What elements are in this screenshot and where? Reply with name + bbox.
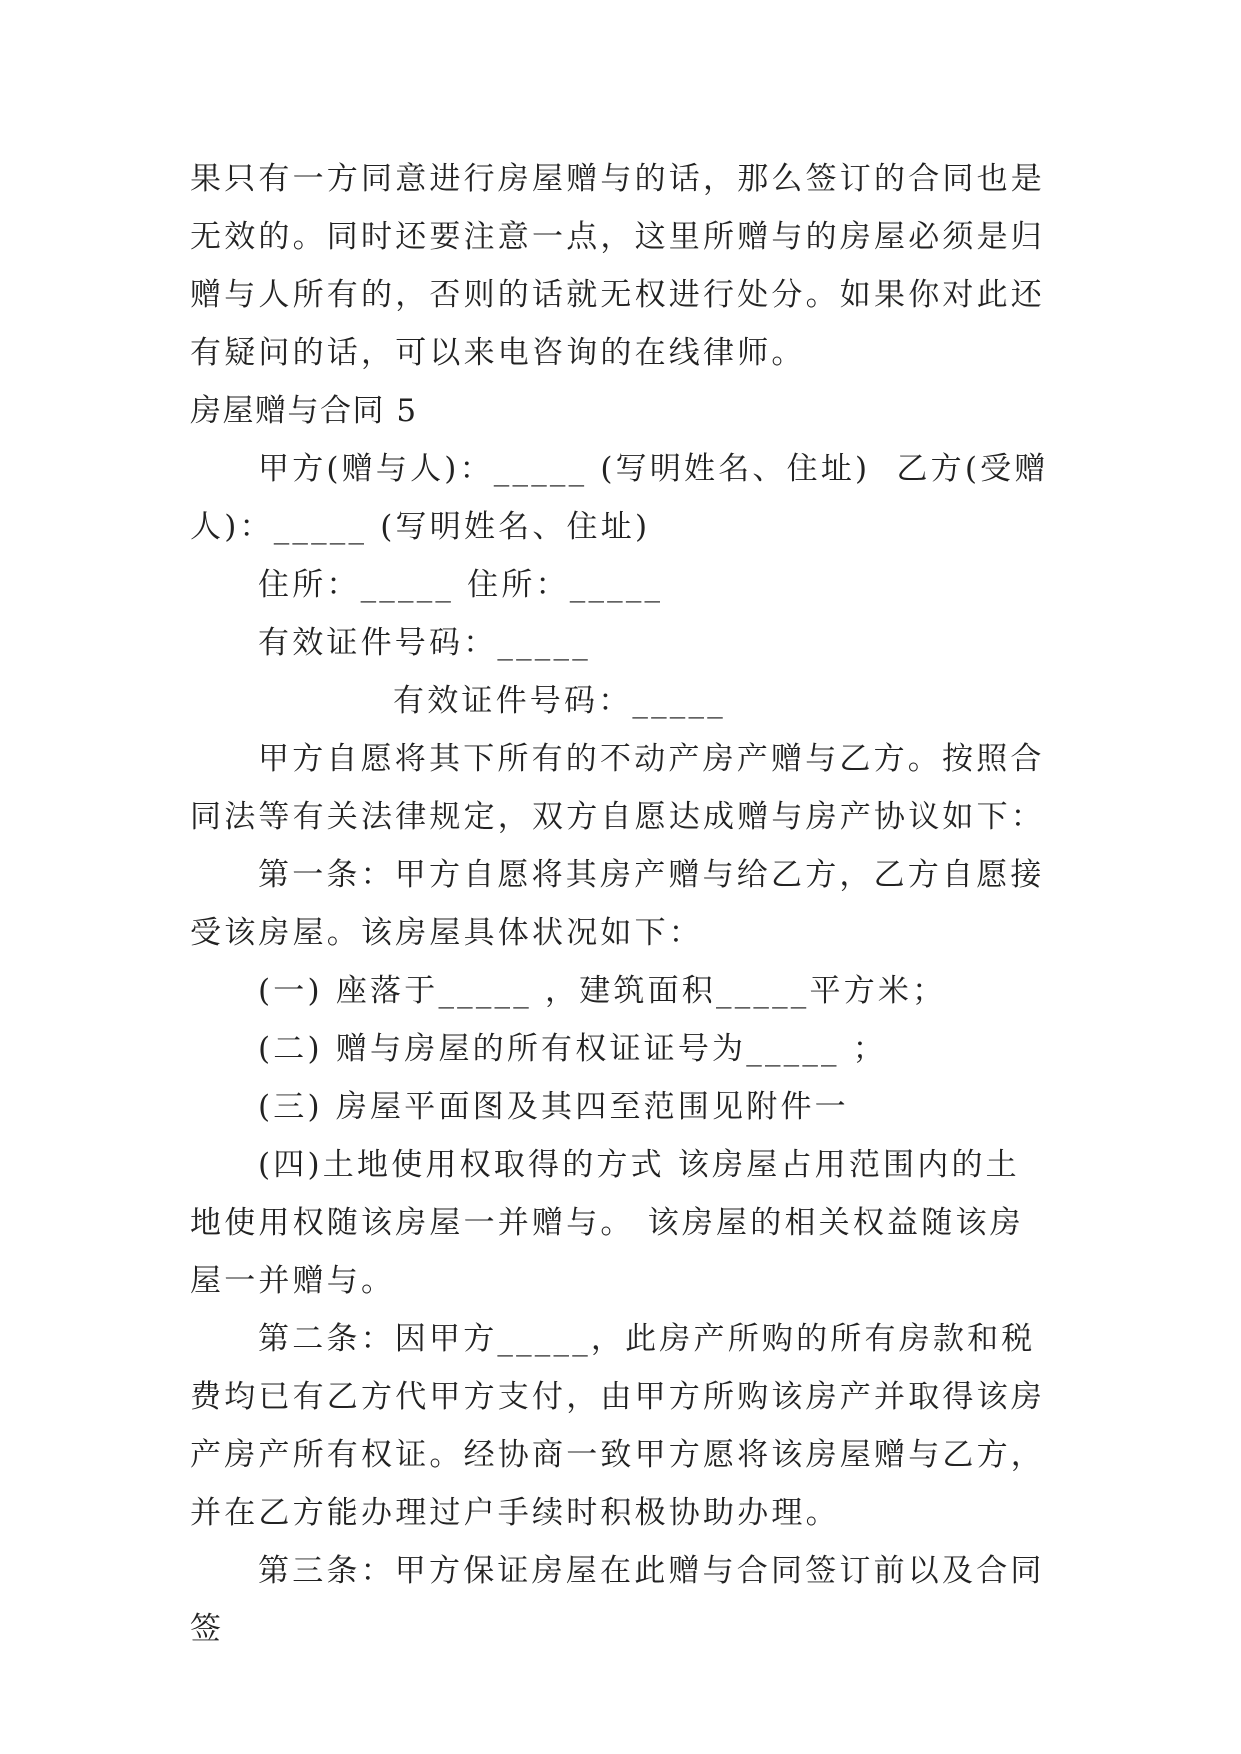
intro-paragraph: 果只有一方同意进行房屋赠与的话，那么签订的合同也是无效的。同时还要注意一点，这里所赠与的房屋必须是归赠与人所有的，否则的话就无权进行处分。如果你对此还有疑问的话，可以来电咨询的在线律师。 [190,161,1045,371]
article-3: 第三条：甲方保证房屋在此赠与合同签订前以及合同签 [190,1553,1045,1647]
id-number-party-b: 有效证件号码：_____ [393,683,726,719]
article-1: 第一条：甲方自愿将其房产赠与给乙方，乙方自愿接受该房屋。该房屋具体状况如下： [190,857,1045,951]
article-1-item-4: (四)土地使用权取得的方式 该房屋占用范围内的土地使用权随该房屋一并赠与。 该房屋的相关权益随该房屋一并赠与。 [190,1147,1024,1299]
contract-title: 房屋赠与合同 5 [190,393,418,429]
article-1-item-1: (一) 座落于_____ ，建筑面积_____平方米； [258,973,947,1009]
residence-line: 住所：_____ 住所：_____ [258,567,664,603]
id-number-party-a: 有效证件号码：_____ [258,625,591,661]
document-body [190,150,1050,1658]
article-1-item-2: (二) 赠与房屋的所有权证证号为_____ ； [258,1031,887,1067]
preamble-paragraph: 甲方自愿将其下所有的不动产房产赠与乙方。按照合同法等有关法律规定，双方自愿达成赠与房产协议如下： [190,741,1045,835]
parties-paragraph: 甲方(赠与人)：_____ (写明姓名、住址) 乙方(受赠人)：_____ (写明姓名、住址) [190,451,1049,545]
id-number-line [190,614,1050,730]
article-1-item-3: (三) 房屋平面图及其四至范围见附件一 [258,1089,849,1125]
article-2: 第二条：因甲方_____，此房产所购的所有房款和税费均已有乙方代甲方支付，由甲方所购该房产并取得该房产房产所有权证。经协商一致甲方愿将该房屋赠与乙方，并在乙方能办理过户手续时积极协助办理。 [190,1321,1045,1531]
